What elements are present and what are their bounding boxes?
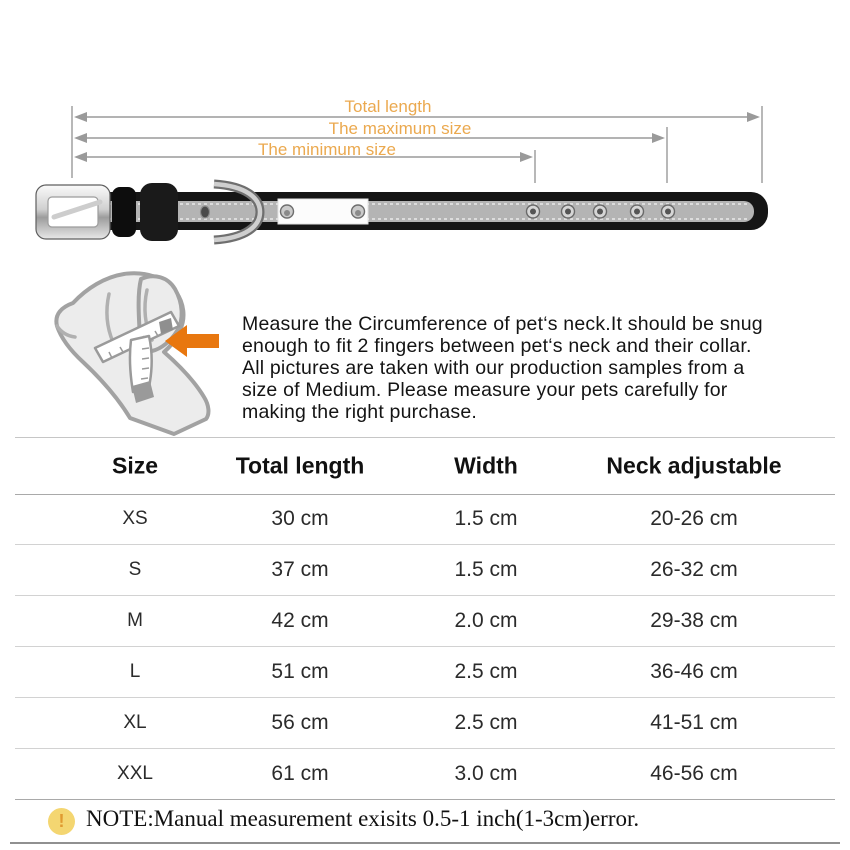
table-row-s	[15, 544, 835, 596]
header-width: Width	[454, 452, 518, 479]
guide-line: All pictures are taken with our production samples from a	[242, 357, 745, 379]
cell-total-length: 61 cm	[271, 761, 329, 785]
buckle	[36, 185, 110, 239]
cell-size: L	[129, 660, 141, 682]
cell-total-length: 37 cm	[271, 557, 329, 581]
guide-line: Measure the Circumference of pet‘s neck.It should be snug	[242, 313, 763, 335]
total-length-label: Total length	[344, 97, 432, 116]
cell-size: XS	[122, 507, 148, 529]
bottom-divider	[10, 842, 840, 844]
prong-hole	[201, 206, 210, 218]
cell-neck-adjustable: 36-46 cm	[650, 659, 738, 683]
cell-total-length: 51 cm	[271, 659, 329, 683]
cell-width: 2.5 cm	[454, 710, 518, 734]
guide-line: enough to fit 2 fingers between pet‘s neck and their collar.	[242, 335, 752, 357]
table-row-l	[15, 646, 835, 698]
cell-width: 2.5 cm	[454, 659, 518, 683]
cell-width: 2.0 cm	[454, 608, 518, 632]
cell-neck-adjustable: 26-32 cm	[650, 557, 738, 581]
keeper-loop	[112, 187, 136, 237]
cell-total-length: 56 cm	[271, 710, 329, 734]
table-row-xs	[15, 493, 835, 545]
cell-size: S	[128, 558, 142, 580]
cell-width: 1.5 cm	[454, 506, 518, 530]
cell-neck-adjustable: 20-26 cm	[650, 506, 738, 530]
note-text: NOTE:Manual measurement exisits 0.5-1 inch(1-3cm)error.	[86, 806, 640, 831]
cell-neck-adjustable: 46-56 cm	[650, 761, 738, 785]
cell-size: M	[127, 609, 143, 631]
exclamation-icon: !	[48, 808, 75, 835]
measurement-arrows-diagram	[0, 0, 850, 190]
cell-size: XL	[123, 711, 147, 733]
cell-size: XXL	[117, 762, 153, 784]
cell-width: 1.5 cm	[454, 557, 518, 581]
header-size: Size	[111, 452, 159, 479]
cell-neck-adjustable: 29-38 cm	[650, 608, 738, 632]
cell-width: 3.0 cm	[454, 761, 518, 785]
guide-line: size of Medium. Please measure your pets carefully for	[242, 379, 728, 401]
cell-total-length: 30 cm	[271, 506, 329, 530]
table-header-row	[15, 437, 835, 495]
cell-total-length: 42 cm	[271, 608, 329, 632]
collar-illustration	[0, 172, 850, 252]
header-neck-adjustable: Neck adjustable	[606, 452, 782, 479]
header-total-length: Total length	[235, 452, 365, 479]
leather-fold	[140, 183, 178, 241]
table-row-xl	[15, 697, 835, 749]
maximum-size-label: The maximum size	[328, 119, 472, 138]
guide-line: making the right purchase.	[242, 401, 477, 423]
cell-neck-adjustable: 41-51 cm	[650, 710, 738, 734]
minimum-size-label: The minimum size	[258, 140, 396, 159]
table-row-xxl	[15, 748, 835, 800]
dog-illustration	[35, 266, 245, 440]
table-row-m	[15, 595, 835, 647]
